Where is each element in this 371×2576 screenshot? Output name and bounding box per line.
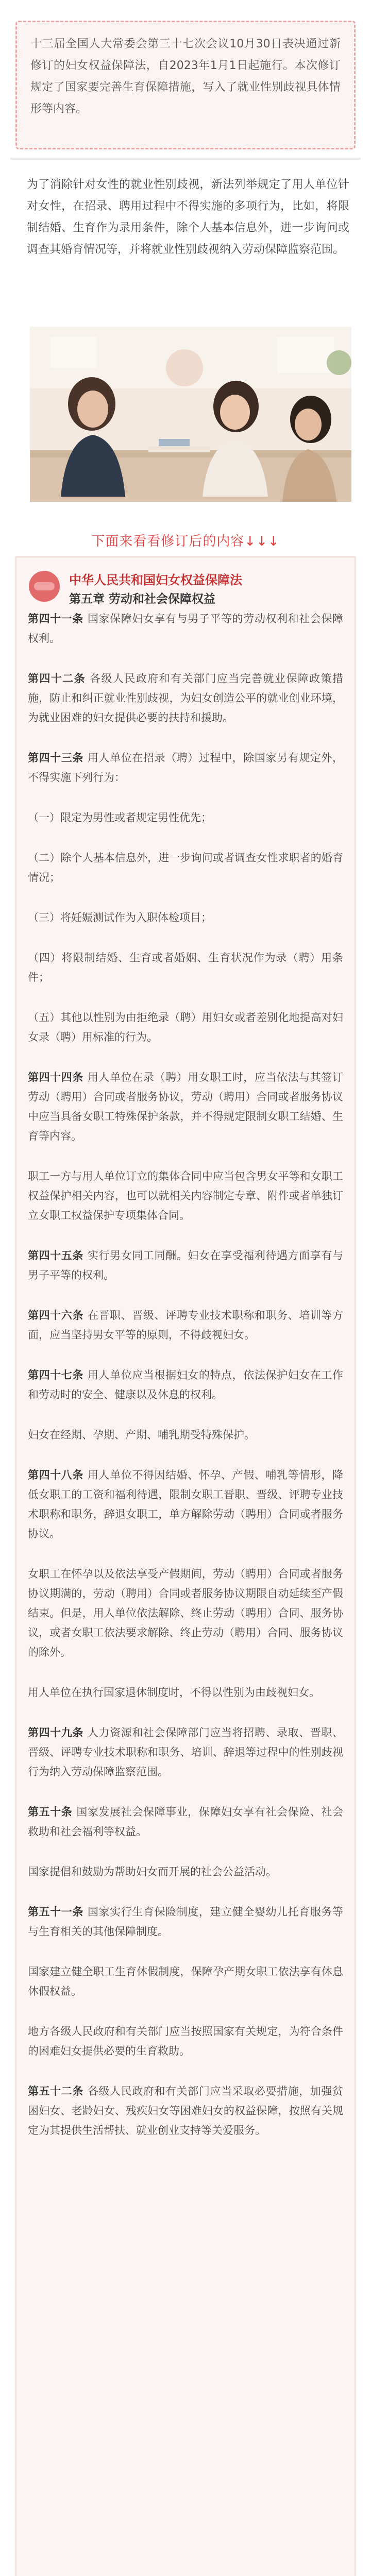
article-paragraph bbox=[28, 808, 343, 827]
article-text: （二）除个人基本信息外，进一步询问或者调查女性求职者的婚育情况； bbox=[28, 852, 343, 884]
law-header bbox=[29, 569, 338, 605]
article-text: （一）限定为男性或者规定男性优先； bbox=[28, 811, 212, 824]
article-text: 用人单位在录（聘）用女职工时，应当依法与其签订劳动（聘用）合同或者服务协议，劳动（聘用）合同或者服务协议中应当具备女职工特殊保护条款，并不得规定限制女职工结婚、生育等内容。 bbox=[28, 1071, 344, 1142]
article-text: （四）将限制结婚、生育或者婚姻、生育状况作为录（聘）用条件； bbox=[28, 952, 343, 984]
chapter-title: 第五章 劳动和社会保障权益 bbox=[69, 592, 216, 606]
article-paragraph bbox=[28, 1425, 343, 1445]
intro-summary-text: 十三届全国人大常委会第三十七次会议10月30日表决通过新修订的妇女权益保障法，自2023年1月1日起施行。本次修订规定了国家要完善生育保障措施，写入了就业性别歧视具体情形等内容。 bbox=[30, 38, 341, 115]
article-text: 用人单位应当根据妇女的特点，依法保护妇女在工作和劳动时的安全、健康以及休息的权利。 bbox=[28, 1369, 344, 1401]
article-text: 职工一方与用人单位订立的集体合同中应当包含男女平等和女职工权益保护相关内容，也可以就相关内容制定专章、附件或者单独订立女职工权益保护专项集体合同。 bbox=[28, 1170, 343, 1222]
article-text: 妇女在经期、孕期、产期、哺乳期受特殊保护。 bbox=[28, 1429, 255, 1441]
intro-paragraph-text: 为了消除针对女性的就业性别歧视，新法列举规定了用人单位针对女性，在招录、聘用过程中不得实施的多项行为，比如，将限制结婚、生育作为录用条件，除个人基本信息外，进一步询问或调查其婚育情况等，并将就业性别歧视纳入劳动保障监察范围。 bbox=[27, 178, 349, 256]
article-text: 国家保障妇女享有与男子平等的劳动权利和社会保障权利。 bbox=[28, 613, 344, 645]
divider-bar bbox=[10, 158, 361, 160]
article-paragraph bbox=[28, 1564, 343, 1662]
article-paragraph bbox=[28, 2081, 343, 2140]
article-paragraph bbox=[28, 609, 343, 648]
article-paragraph bbox=[28, 2022, 343, 2061]
article-number: 第四十一条 bbox=[28, 613, 83, 625]
law-content-box bbox=[15, 556, 356, 2576]
article-paragraph bbox=[28, 1683, 343, 1702]
article-paragraph bbox=[28, 1246, 343, 1285]
article-text: 实行男女同工同酬。妇女在享受福利待遇方面享有与男子平等的权利。 bbox=[28, 1249, 344, 1281]
article-number: 第四十四条 bbox=[28, 1071, 83, 1083]
article-text: 国家实行生育保险制度，建立健全婴幼儿托育服务等与生育相关的其他保障制度。 bbox=[28, 1906, 344, 1938]
article-text: （五）其他以性别为由拒绝录（聘）用妇女或者差别化地提高对妇女录（聘）用标准的行为。 bbox=[28, 1011, 343, 1043]
article-number: 第四十二条 bbox=[28, 672, 86, 685]
article-number: 第四十三条 bbox=[28, 752, 83, 764]
article-paragraph bbox=[28, 1166, 343, 1225]
article-text: 各级人民政府和有关部门应当采取必要措施，加强贫困妇女、老龄妇女、残疾妇女等困难妇女的权益保障，按照有关规定为其提供生活帮扶、就业创业支持等关爱服务。 bbox=[28, 2085, 344, 2137]
article-text: 各级人民政府和有关部门应当完善就业保障政策措施，防止和纠正就业性别歧视，为妇女创造公平的就业创业环境，为就业困难的妇女提供必要的扶持和援助。 bbox=[28, 672, 344, 724]
article-paragraph bbox=[28, 1465, 343, 1544]
article-paragraph bbox=[28, 669, 343, 727]
circle-badge-icon bbox=[29, 571, 60, 602]
women-office-photo bbox=[30, 327, 351, 502]
article-paragraph bbox=[28, 908, 343, 927]
article-number: 第四十八条 bbox=[28, 1469, 83, 1481]
article-paragraph bbox=[28, 1802, 343, 1841]
article-paragraph bbox=[28, 1008, 343, 1047]
article-paragraph bbox=[28, 1067, 343, 1146]
article-paragraph bbox=[28, 1365, 343, 1404]
article-paragraph bbox=[28, 1862, 343, 1882]
photo-illustration-icon bbox=[30, 327, 351, 502]
article-text: 国家建立健全职工生育休假制度，保障孕产期女职工依法享有休息休假权益。 bbox=[28, 1965, 343, 1997]
article-text: 用人单位在执行国家退休制度时，不得以性别为由歧视妇女。 bbox=[28, 1686, 320, 1699]
article-number: 第四十九条 bbox=[28, 1726, 83, 1739]
article-number: 第四十六条 bbox=[28, 1309, 83, 1321]
article-text: （三）将妊娠测试作为入职体检项目； bbox=[28, 911, 212, 924]
article-number: 第五十二条 bbox=[28, 2085, 83, 2097]
article-paragraph bbox=[28, 948, 343, 987]
arrow-note: 下面来看看修订后的内容↓↓↓ bbox=[91, 534, 280, 549]
article-number: 第五十条 bbox=[28, 1806, 73, 1818]
article-paragraph bbox=[28, 848, 343, 887]
article-paragraph bbox=[28, 1306, 343, 1345]
article-text: 女职工在怀孕以及依法享受产假期间，劳动（聘用）合同或者服务协议期满的，劳动（聘用）合同或者服务协议期限自动延续至产假结束。但是，用人单位依法解除、终止劳动（聘用）合同、服务协议，或者女职工依法要求解除、终止劳动（聘用）合同、服务协议的除外。 bbox=[28, 1568, 343, 1658]
law-title: 中华人民共和国妇女权益保障法 bbox=[69, 573, 242, 587]
article-text: 国家提倡和鼓励为帮助妇女而开展的社会公益活动。 bbox=[28, 1866, 277, 1878]
article-number: 第五十一条 bbox=[28, 1906, 83, 1918]
article-number: 第四十五条 bbox=[28, 1249, 83, 1262]
article-paragraph bbox=[28, 1962, 343, 2001]
article-text: 用人单位在招录（聘）过程中，除国家另有规定外，不得实施下列行为： bbox=[28, 752, 344, 784]
article-paragraph bbox=[28, 1723, 343, 1782]
intro-summary-box bbox=[15, 21, 356, 149]
article-text: 人力资源和社会保障部门应当将招聘、录取、晋职、晋级、评聘专业技术职称和职务、培训、辞退等过程中的性别歧视行为纳入劳动保障监察范围。 bbox=[28, 1726, 344, 1778]
article-paragraph bbox=[28, 1902, 343, 1941]
intro-paragraph bbox=[27, 174, 349, 261]
article-number: 第四十七条 bbox=[28, 1369, 83, 1381]
article-paragraph bbox=[28, 748, 343, 787]
article-text: 国家发展社会保障事业，保障妇女享有社会保险、社会救助和社会福利等权益。 bbox=[28, 1806, 344, 1838]
article-list bbox=[28, 609, 343, 2161]
article-text: 用人单位不得因结婚、怀孕、产假、哺乳等情形，降低女职工的工资和福利待遇，限制女职工晋职、晋级、评聘专业技术职称和职务，辞退女职工，单方解除劳动（聘用）合同或者服务协议。 bbox=[28, 1469, 344, 1540]
article-text: 地方各级人民政府和有关部门应当按照国家有关规定，为符合条件的困难妇女提供必要的生育救助。 bbox=[28, 2025, 343, 2057]
article-text: 在晋职、晋级、评聘专业技术职称和职务、培训等方面，应当坚持男女平等的原则，不得歧视妇女。 bbox=[28, 1309, 344, 1341]
